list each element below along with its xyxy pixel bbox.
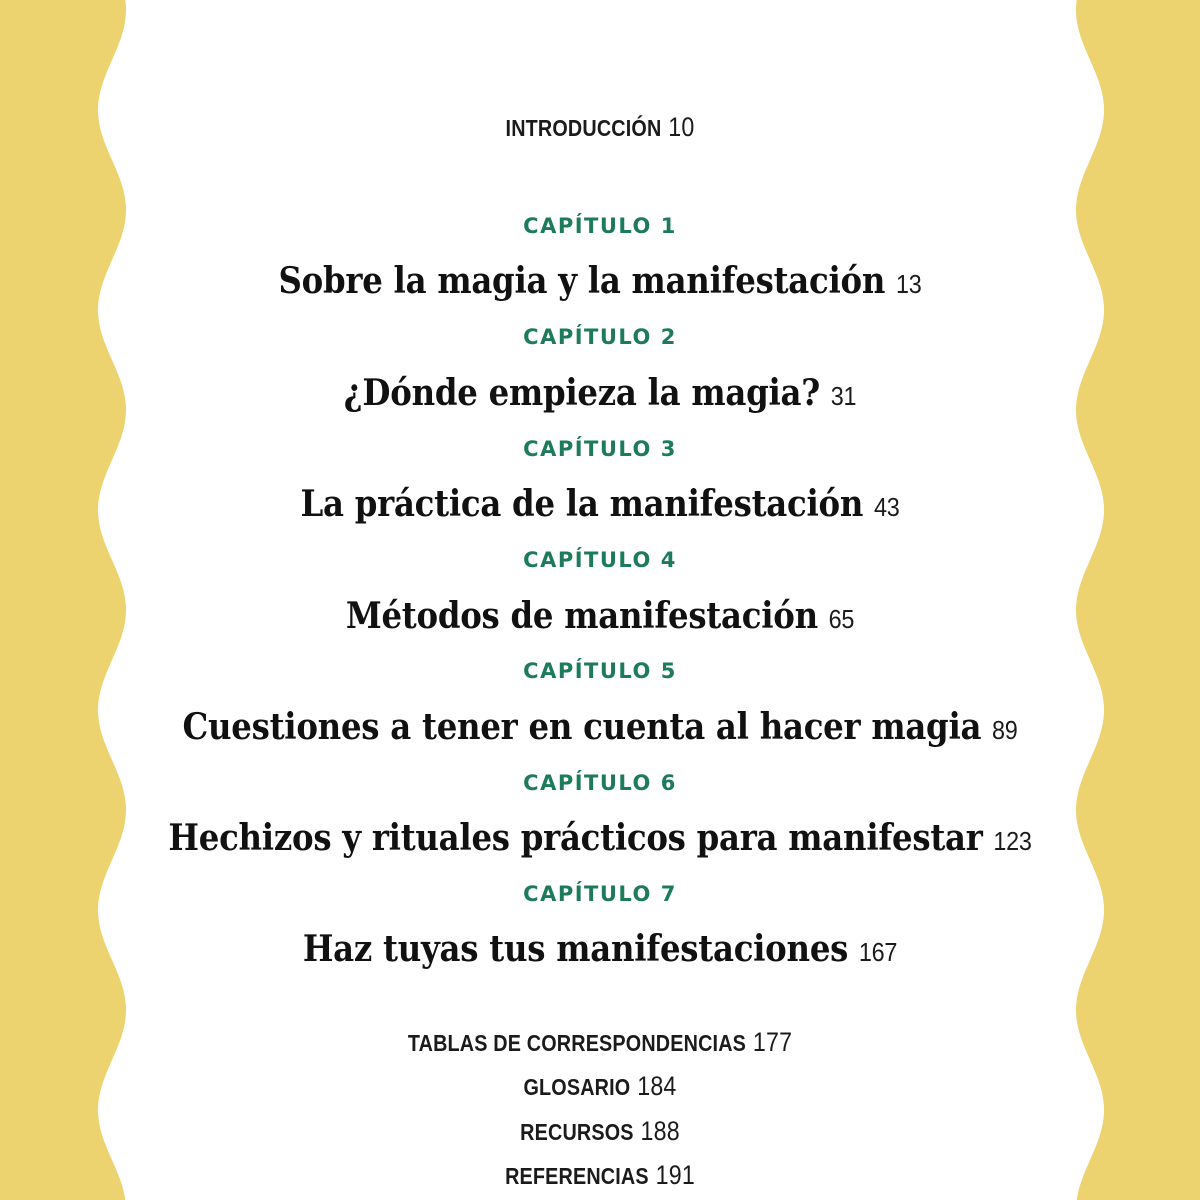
chapter-5-label: CAPÍTULO 5: [523, 659, 677, 683]
toc-back-matter-4[interactable]: [84, 1160, 1116, 1191]
back-matter-2-label: GLOSARIO: [523, 1074, 631, 1100]
chapter-7-title: Haz tuyas tus manifestaciones: [302, 928, 849, 970]
chapter-2-entry[interactable]: [60, 372, 1140, 414]
toc-back-matter-2[interactable]: [84, 1071, 1116, 1102]
chapter-5-entry[interactable]: [60, 706, 1140, 748]
back-matter-3-page: 188: [640, 1116, 680, 1146]
toc-back-matter-3[interactable]: [84, 1116, 1116, 1147]
chapter-3-page: 43: [873, 492, 900, 522]
chapter-2-title: ¿Dónde empieza la magia?: [343, 372, 820, 414]
chapter-3-title: La práctica de la manifestación: [300, 483, 864, 525]
intro-label: INTRODUCCIÓN: [505, 115, 662, 141]
toc-intro[interactable]: [84, 112, 1116, 143]
intro-page: 10: [668, 112, 695, 142]
back-matter-2-page: 184: [637, 1071, 677, 1101]
chapter-1-page: 13: [895, 269, 922, 299]
chapter-3-label: CAPÍTULO 3: [523, 437, 677, 461]
chapter-6-entry[interactable]: [60, 817, 1140, 859]
chapter-1-title: Sobre la magia y la manifestación: [278, 260, 886, 302]
chapter-2-page: 31: [830, 381, 857, 411]
back-matter-1-page: 177: [752, 1027, 793, 1057]
toc-back-matter-1[interactable]: [84, 1027, 1116, 1058]
back-matter-1-label: TABLAS DE CORRESPONDENCIAS: [407, 1030, 747, 1056]
chapter-7-entry[interactable]: [60, 928, 1140, 970]
chapter-1-entry[interactable]: [60, 260, 1140, 302]
chapter-7-page: 167: [858, 937, 898, 967]
chapter-3-entry[interactable]: [60, 483, 1140, 525]
chapter-6-label: CAPÍTULO 6: [523, 771, 677, 795]
chapter-4-label: CAPÍTULO 4: [523, 548, 677, 572]
chapter-2-label: CAPÍTULO 2: [523, 325, 677, 349]
chapter-7-label: CAPÍTULO 7: [523, 882, 677, 906]
chapter-4-title: Métodos de manifestación: [345, 595, 818, 637]
chapter-1-label: CAPÍTULO 1: [523, 214, 677, 238]
chapter-6-page: 123: [993, 826, 1032, 856]
chapter-6-title: Hechizos y rituales prácticos para manifestar: [168, 817, 983, 859]
chapter-5-title: Cuestiones a tener en cuenta al hacer magia: [182, 706, 982, 748]
chapter-5-page: 89: [992, 715, 1018, 745]
back-matter-3-label: RECURSOS: [520, 1119, 634, 1145]
back-matter-4-label: REFERENCIAS: [505, 1163, 649, 1189]
chapter-4-entry[interactable]: [60, 595, 1140, 637]
back-matter-4-page: 191: [655, 1160, 695, 1190]
chapter-4-page: 65: [828, 604, 855, 634]
